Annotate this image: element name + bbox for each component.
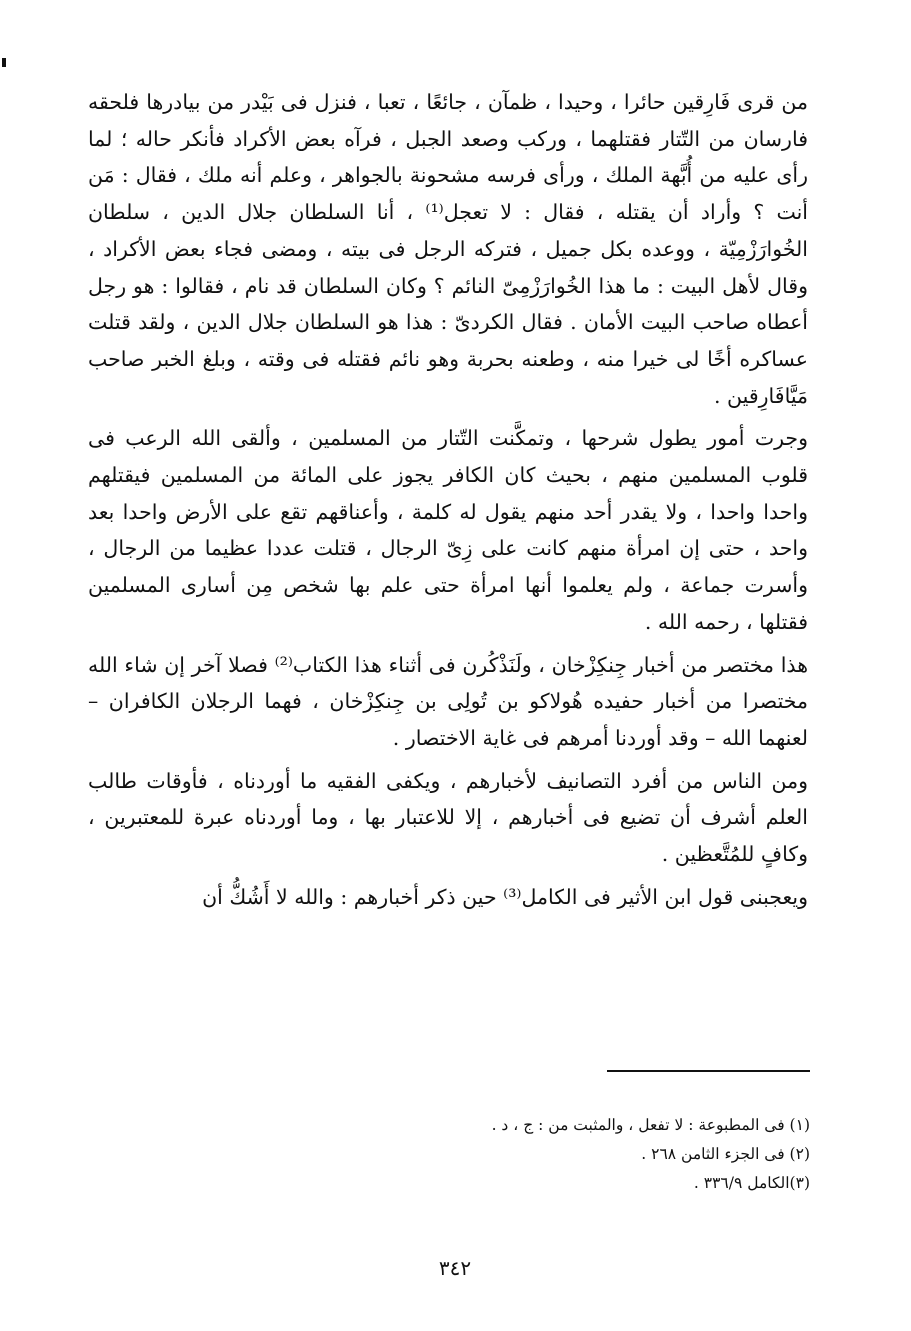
paragraph-4: ومن الناس من أفرد التصانيف لأخبارهم ، ويكفى الفقيه ما أوردناه ، فأوقات طالب العلم أشرف أن تضيع فى أخبارهم ، إلا للاعتبار بها ، وما أوردناه عبرة للمعتبرين ، وكافٍ للمُتَّعظين . (88, 768, 808, 867)
page-number: ٣٤٢ (438, 1256, 472, 1280)
footnote-2: (٢) فى الجزء الثامن ٢٦٨ . (641, 1145, 810, 1163)
footnote-1: (١) فى المطبوعة : لا تفعل ، والمثبت من : ج ، د . (491, 1116, 810, 1134)
paragraph-5: ويعجبنى قول ابن الأثير فى الكامل⁽³⁾ حين ذكر أخبارهم : والله لا أَشُكُّ أن (202, 884, 808, 909)
main-text (88, 84, 808, 915)
paragraph-3: هذا مختصر من أخبار جِنكِزْخان ، ولَنَذْكُرن فى أثناء هذا الكتاب⁽²⁾ فصلا آخر إن شاء الله مختصرا من أخبار حفيده هُولاكو بن تُولِى بن جِنكِزْخان ، فهما الرجلان الكافران – لعنهما الله – وقد أوردنا أمرهم فى غاية الاختصار . (88, 652, 809, 750)
footnote-separator (607, 1070, 810, 1072)
paragraph-2: وجرت أمور يطول شرحها ، وتمكَّنت التّتار من المسلمين ، وألقى الله الرعب فى قلوب المسلمين منهم ، بحيث كان الكافر يجوز على المائة من المسلمين فيقتلهم واحدا واحدا ، ولا يقدر أحد منهم يقول له كلمة ، وأعناقهم تقع على الأرض واحدا بعد واحد ، حتى إن امرأة منهم كانت على زِىّ الرجال ، قتلت عددا عظيما من الرجال ، وأسرت جماعة ، ولم يعلموا أنها امرأة حتى علم بها شخص مِن أسارى المسلمين فقتلها ، رحمه الله . (88, 426, 808, 634)
footnotes (300, 1111, 810, 1198)
scan-edge-mark (2, 58, 6, 67)
paragraph-1: من قرى فَارِقين حائرا ، وحيدا ، ظمآن ، جائعًا ، تعبا ، فنزل فى بَيْدر من بيادرها فلحقه فارسان من التّتار فقتلهما ، وركب وصعد الجبل ، فرآه بعض الأكراد فأنكر حاله ؛ لما رأى عليه من أُبَّهة الملك ، ورأى فرسه مشحونة بالجواهر ، وعلم أنه ملك ، فقال : مَن أنت ؟ وأراد أن يقتله ، فقال : لا تعجل⁽¹⁾ ، أنا السلطان جلال الدين ، سلطان الخُوارَزْمِيّة ، ووعده بكل جميل ، فتركه الرجل فى بيته ، ومضى فجاء بعض الأكراد ، وقال لأهل البيت : ما هذا الخُوارَزْمِىّ النائم ؟ وكان السلطان قد نام ، فقالوا : هو رجل أعطاه صاحب البيت الأمان . فقال الكردىّ : هذا هو السلطان جلال الدين ، ولقد قتلت عساكره أخًا لى خيرا منه ، وطعنه بحربة وهو نائم فقتله فى وقته ، وبلغ الخبر صاحب مَيَّافَارِقين . (88, 90, 808, 408)
footnote-3: (٣)الكامل ٣٣٦/٩ . (693, 1174, 810, 1192)
